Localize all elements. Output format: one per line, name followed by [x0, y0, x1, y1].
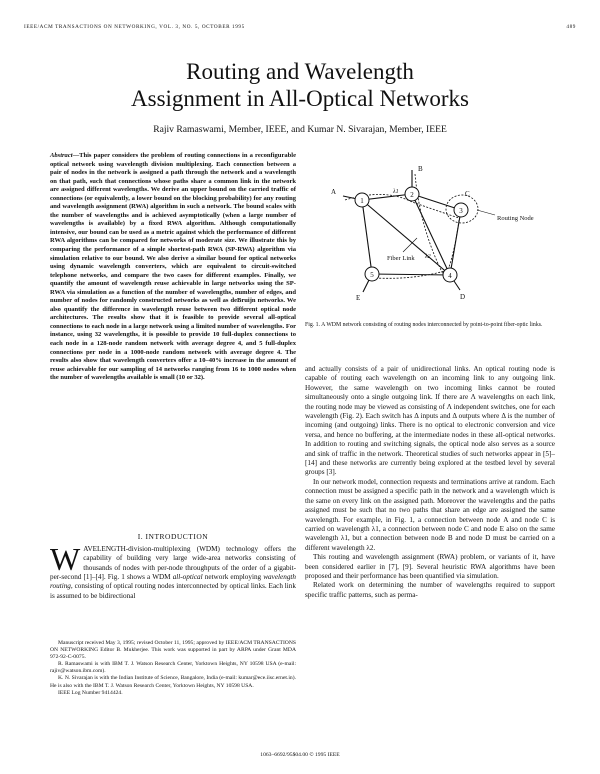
link-2-4	[412, 194, 450, 275]
intro-paragraph	[50, 541, 296, 601]
link-5-4	[372, 274, 450, 275]
right-column-body	[305, 365, 555, 600]
lambda2-label: λ2	[425, 254, 431, 260]
endpoint-A: A	[331, 188, 337, 196]
node-2-label: 2	[410, 191, 414, 199]
lightpaths	[345, 174, 459, 278]
footnotes	[50, 640, 296, 697]
routing-node-label: Routing Node	[497, 215, 534, 222]
node-1-label: 1	[360, 197, 364, 205]
lightpath-lambda2	[415, 174, 445, 278]
title-line-2: Assignment in All-Optical Networks	[131, 86, 469, 111]
intro-emphasis-2: wavelength routing	[50, 573, 296, 591]
drop-cap: W	[50, 541, 81, 577]
running-header	[24, 24, 576, 34]
intro-text-a: AVELENGTH-division-multiplexing (WDM) technology offers the capability of building very large wide-area networks consisting of thousands of nodes with per-node throughputs of the order of a gigabit-per-second [1]–[4]. Fig. 1 shows a WDM	[50, 545, 296, 582]
node-labels	[360, 191, 463, 280]
copyright-line: 1063–6692/95$04.00 © 1995 IEEE	[260, 752, 340, 758]
intro-text-c: , consisting of optical routing nodes interconnected by optical links. Each link is assumed to be bidirectional	[50, 582, 296, 600]
node-3-label: 3	[459, 207, 463, 215]
footnote-manuscript: Manuscript received May 3, 1995; revised October 11, 1995; approved by IEEE/ACM TRANSACTIONS ON NETWORKING Editor B. Mukherjee. This work was supported in part by ARPA under Grant MDA 972-92-C-0075.	[50, 640, 296, 661]
endpoint-B: B	[418, 165, 423, 173]
author-line: Rajiv Ramaswami, Member, IEEE, and Kumar N. Sivarajan, Member, IEEE	[153, 124, 447, 135]
abstract-text: —This paper considers the problem of routing connections in a reconfigurable optical network using wavelength division multiplexing. Each connection between a pair of nodes in the network is assigned a path through the network and a wavelength on that path, such that connections whose paths share a common link in the network are assigned different wavelengths. We derive an upper bound on the carried traffic of connections (or equivalently, a lower bound on the blocking probability) for any routing and wavelength assignment (RWA) algorithm in such a network. The bound scales with the number of wavelengths and is achieved asymptotically (when a large number of wavelengths is available) by a fixed RWA algorithm. Although computationally intensive, our bound can be used as a metric against which the performance of different RWA algorithms can be compared for networks of moderate size. We illustrate this by comparing the performance of a simple shortest-path RWA (SP-RWA) algorithm via simulation relative to our bound. We also derive a similar bound for optical networks using dynamic wavelength converters, which are equivalent to circuit-switched telephone networks, and compare the two cases for different examples. Finally, we quantify the amount of wavelength reuse achievable in large networks using the SP-RWA via simulation as a function of the number of wavelengths, number of edges, and number of nodes for randomly constructed networks as well as deBruijn networks. We also quantify the difference in wavelength reuse between two different optical node architectures. The results show that it is feasible to provide several all-optical connections to each node in a large network using a limited number of wavelengths. For instance, using 32 wavelengths, it is possible to provide 10 full-duplex connections to each node in a 128-node random network with average degree 4, and 5 full-duplex connections per node in a 1000-node random network with average degree 4. The results also show that wavelength converters offer a 10–40% increase in the amount of reuse achievable for our sampling of 14 networks ranging from 16 to 1000 nodes when the number of wavelengths available is small (10 or 32).	[50, 152, 296, 382]
endpoint-D: D	[460, 293, 466, 301]
paragraph-2: In our network model, connection requests and terminations arrive at random. Each connection must be assigned a specific path in the network and a wavelength which is the same on every link on the assigned path. Moreover the wavelengths and the paths assigned must be such that no two paths that share an edge are assigned the same wavelength. For example, in Fig. 1, a connection between node A and node C is carried on wavelength λ1, a connection between node C and node E also on the same wavelength λ1, but a connection between node B and node D must be carried on a different wavelength λ2.	[305, 477, 555, 552]
paragraph-3: This routing and wavelength assignment (RWA) problem, or variants of it, have been considered earlier in [7], [9]. Several heuristic RWA algorithms have been proposed and their performance has been quantified via simulation.	[305, 553, 555, 580]
link-2-3	[412, 194, 461, 210]
figure-caption: Fig. 1. A WDM network consisting of routing nodes interconnected by point-to-point fiber-optic links.	[305, 322, 543, 328]
link-1-5	[362, 200, 372, 274]
lambda1-label: λ1	[393, 189, 399, 195]
routing-node-pointer	[477, 210, 495, 215]
journal-header: IEEE/ACM TRANSACTIONS ON NETWORKING, VOL. 3, NO. 5, OCTOBER 1995	[24, 24, 245, 30]
intro-text-b: network employing	[202, 573, 264, 582]
endpoint-E: E	[356, 294, 361, 302]
abstract-label: Abstract	[50, 152, 73, 159]
footnote-author-1: R. Ramaswami is with IBM T. J. Watson Research Center, Yorktown Heights, NY 10598 USA (e-mail: rajiv@watson.ibm.com).	[50, 661, 296, 675]
endpoint-labels	[331, 165, 534, 302]
footnote-author-2: K. N. Sivarajan is with the Indian Institute of Science, Bangalore, India (e-mail: kumar@ece.iisc.ernet.in). He is also with the IBM T. J. Watson Research Center, Yorktown Heights, NY 10598 USA.	[50, 675, 296, 689]
node-4-label: 4	[448, 272, 452, 280]
page-number: 489	[566, 24, 576, 30]
endpoint-C: C	[465, 190, 470, 198]
paragraph-1: and actually consists of a pair of unidirectional links. An optical routing node is capable of routing each wavelength on an incoming link to any outgoing link. However, the same wavelength on two incoming links cannot be routed simultaneously onto a single outgoing link. If there are Λ wavelengths on each link, the routing node may be viewed as consisting of Λ independent switches, one for each wavelength (Fig. 2). Each switch has Δ inputs and Δ outputs where Δ is the number of incoming (and outgoing) links. There is no optical to electronic conversion and vice versa, and hence no buffering, at the intermediate nodes in these all-optical networks. In addition to routing and switching signals, the optical node also serves as a source and sink of traffic in the network. Theoretical studies of such networks appear in [5]–[14] and these networks are currently being explored at the testbed level by several groups [3].	[305, 365, 555, 477]
abstract	[50, 152, 296, 383]
node-5-label: 5	[370, 271, 374, 279]
fiber-link-label: Fiber Link	[387, 255, 415, 262]
footnote-log-number: IEEE Log Number 9414424.	[58, 689, 123, 696]
section-heading: I. INTRODUCTION	[137, 532, 209, 541]
paragraph-4: Related work on determining the number of wavelengths required to support specific traffic patterns, such as perma-	[305, 581, 555, 599]
link-1-4	[362, 200, 450, 275]
network-diagram	[305, 160, 560, 325]
routing-nodes	[355, 187, 468, 282]
paper-title	[40, 58, 560, 112]
intro-emphasis: all-optical	[172, 573, 203, 582]
title-line-1: Routing and Wavelength	[186, 59, 414, 84]
